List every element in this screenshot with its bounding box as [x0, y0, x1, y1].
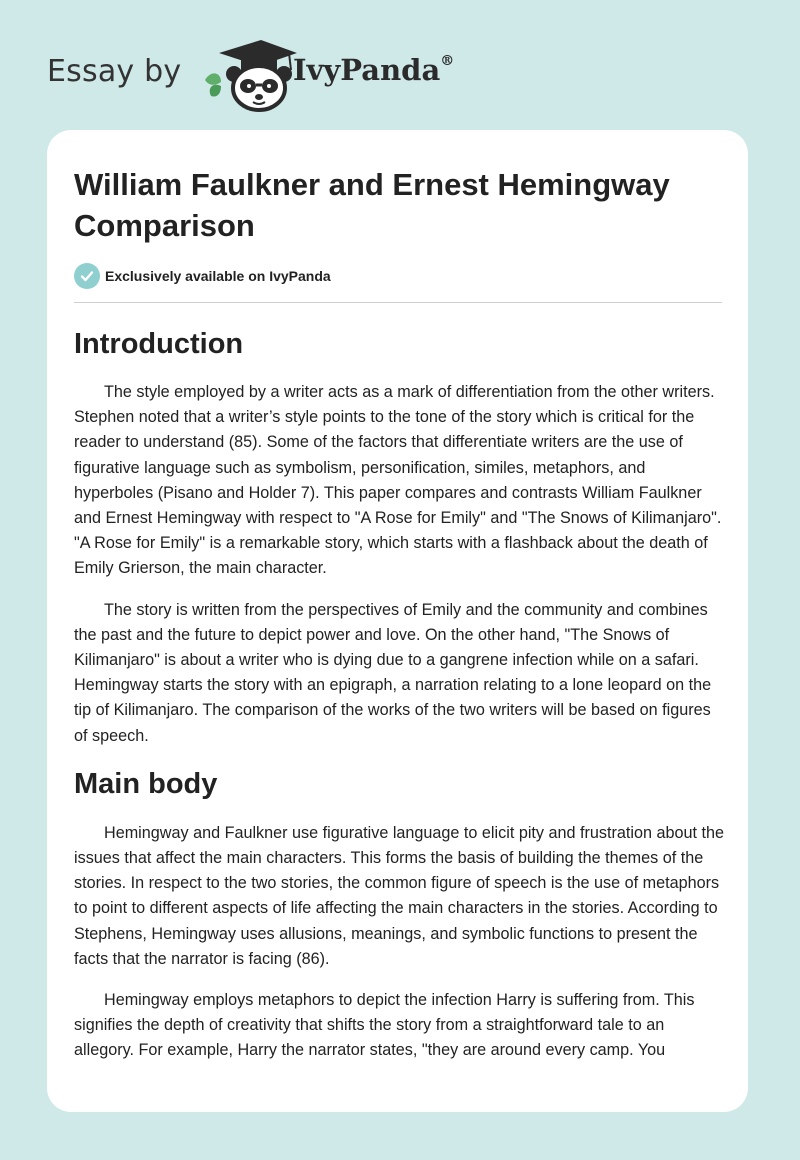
site-header: [47, 36, 467, 116]
essay-by-label: Essay by: [47, 54, 182, 89]
brand-name: IvyPanda: [293, 53, 441, 87]
exclusive-badge: [74, 263, 331, 289]
section-heading-main-body: Main body: [74, 767, 218, 800]
essay-body: [74, 325, 726, 1080]
brand-logo-text[interactable]: [293, 53, 454, 87]
paragraph: Hemingway employs metaphors to depict the infection Harry is suffering from. This signifies the depth of creativity that shifts the story from a straightforward tale to an allegory. For example, Harry the narrator states, "they are around every camp. You: [74, 991, 695, 1060]
divider: [74, 302, 722, 303]
paragraph: Hemingway and Faulkner use figurative language to elicit pity and frustration about the issues that affect the main characters. This forms the basis of building the themes of the stories. In respect to the two stories, the common figure of speech is the use of metaphors to point to different aspects of life affecting the main characters in the stories. According to Stephens, Hemingway uses allusions, meanings, and symbolic functions to present the facts that the narrator is facing (86).: [74, 823, 724, 968]
paragraph: The story is written from the perspectives of Emily and the community and combines the past and the future to depict power and love. On the other hand, "The Snows of Kilimanjaro" is about a writer who is dying due to a gangrene infection while on a safari. Hemingway starts the story with an epigraph, a narration relating to a lone leopard on the tip of Kilimanjaro. The comparison of the works of the two writers will be based on figures of speech.: [74, 600, 712, 745]
section-heading-introduction: Introduction: [74, 328, 244, 360]
essay-card: [47, 130, 748, 1112]
page-title: William Faulkner and Ernest Hemingway Comparison: [74, 167, 670, 243]
registered-mark: ®: [440, 53, 455, 69]
paragraph: The style employed by a writer acts as a mark of differentiation from the other writers. Stephen noted that a writer’s style points to the tone of the story which is critical for the reader to understand (85). Some of the factors that differentiate writers are the use of figurative language such as symbolism, personification, similes, metaphors, and hyperboles (Pisano and Holder 7). This paper compares and contrasts William Faulkner and Ernest Hemingway with respect to "A Rose for Emily" and "The Snows of Kilimanjaro". "A Rose for Emily" is a remarkable story, which starts with a flashback about the death of Emily Grierson, the main character.: [74, 383, 722, 578]
badge-label: Exclusively available on IvyPanda: [105, 268, 331, 284]
check-circle-icon: [74, 263, 100, 289]
panda-graduate-icon: [201, 36, 297, 112]
